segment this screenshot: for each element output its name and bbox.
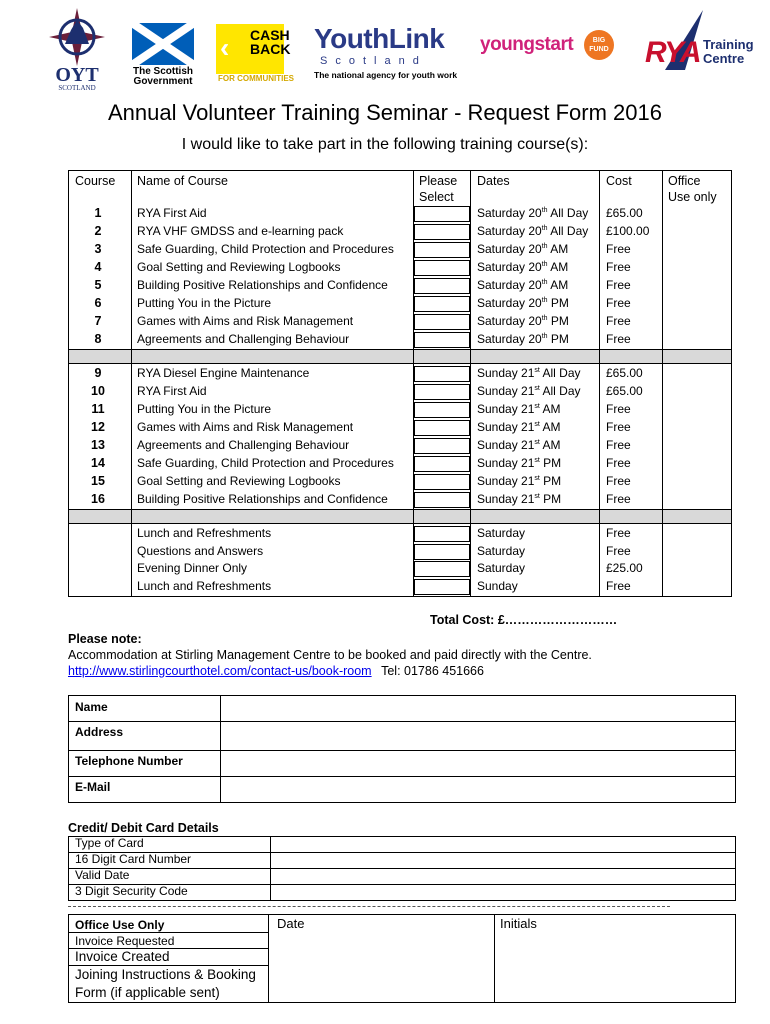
date-ordinal: st [534,367,540,374]
course-number: 8 [94,332,102,346]
course-date [477,400,561,418]
course-cost: Free [606,314,631,328]
course-date [477,330,569,348]
date-ordinal: th [541,243,548,250]
course-name: Evening Dinner Only [137,561,248,576]
date-day: Sunday 21 [477,402,535,416]
note-text: Accommodation at Stirling Management Centre to be booked and paid directly with the Centre. [68,648,592,662]
date-day: Sunday 21 [477,456,535,470]
cashback-line1: CASH [250,27,290,43]
date-day: Saturday [477,543,526,558]
header-office-2: Use only [668,190,717,204]
course-date [477,276,568,294]
date-time: PM [539,492,562,506]
office-heading: Office Use Only [75,918,165,932]
course-name: RYA VHF GMDSS and e-learning pack [137,224,344,238]
date-time: All Day [547,224,589,238]
telephone-field[interactable] [222,752,733,774]
course-name: Safe Guarding, Child Protection and Procedures [137,456,394,470]
telephone-text: Tel: 01786 451666 [381,664,484,678]
course-name: Agreements and Challenging Behaviour [137,332,350,346]
course-number: 4 [94,260,102,274]
course-number: 9 [94,366,102,380]
date-ordinal: st [534,385,540,392]
card-valid-field[interactable] [272,869,734,883]
select-checkbox[interactable] [414,456,470,472]
date-day: Saturday 20 [477,206,542,220]
card-cvv-label: 3 Digit Security Code [75,884,188,898]
date-ordinal: th [541,207,548,214]
date-day: Sunday 21 [477,420,535,434]
email-field[interactable] [222,778,733,800]
youngstart-logo [480,34,609,56]
course-cost: Free [606,456,631,470]
youthlink-tagline: The national agency for youth work [314,70,458,80]
course-cost: Free [606,402,631,416]
date-time: All Day [547,206,589,220]
course-date [477,382,581,400]
course-number: 1 [94,206,102,220]
course-cost: Free [606,526,631,540]
booking-link[interactable]: http://www.stirlingcourthotel.com/contact-us/book-room [68,664,372,678]
course-name: Games with Aims and Risk Management [137,314,354,328]
date-time: PM [547,314,569,328]
course-number: 6 [94,296,102,310]
scotgov-line2: Government [133,76,193,87]
course-cost: £100.00 [606,224,650,238]
course-date [477,559,525,577]
separator-row [68,349,731,363]
address-label: Address [75,725,124,739]
date-day: Saturday 20 [477,260,542,274]
select-checkbox[interactable] [414,402,470,418]
scotgov-line1: The Scottish [132,66,193,77]
date-day: Saturday 20 [477,296,542,310]
date-time: AM [547,260,569,274]
course-name: Lunch and Refreshments [137,526,272,540]
select-checkbox[interactable] [414,526,470,542]
date-ordinal: th [541,261,548,268]
date-day: Sunday 21 [477,492,535,506]
header-select-1: Please [419,174,458,188]
email-label: E-Mail [75,780,111,794]
date-ordinal: th [541,297,548,304]
rya-line1: Training [703,37,754,52]
course-number: 10 [91,384,105,398]
select-checkbox[interactable] [414,242,470,258]
card-number-field[interactable] [272,853,734,867]
scottish-government-logo [128,23,198,87]
select-checkbox[interactable] [414,420,470,436]
course-number: 16 [91,492,105,506]
office-initials-label: Initials [500,916,537,931]
youngstart-name: youngstart [480,34,574,55]
course-number: 3 [94,242,102,256]
youthlink-region: Scotland [320,55,427,67]
date-time: PM [547,296,569,310]
bigfund-line2: FUND [589,46,609,53]
select-checkbox[interactable] [414,474,470,490]
date-day: Saturday 20 [477,278,542,292]
course-name: Agreements and Challenging Behaviour [137,438,350,452]
course-name: Questions and Answers [137,543,264,558]
date-ordinal: st [534,421,540,428]
course-cost: Free [606,438,631,452]
course-cost: Free [606,242,631,256]
address-field[interactable] [222,723,733,748]
course-name: RYA Diesel Engine Maintenance [137,366,310,380]
card-type-label: Type of Card [75,836,144,850]
course-number: 12 [91,420,105,434]
course-cost: Free [606,578,631,593]
date-time: PM [539,474,562,488]
course-date [477,577,518,595]
course-date [477,258,568,276]
course-cost: £65.00 [606,206,643,220]
name-label: Name [75,700,108,714]
date-day: Saturday 20 [477,242,542,256]
course-date [477,490,561,508]
card-cvv-field[interactable] [272,885,734,899]
chevron-left-icon: ‹ [220,32,230,63]
course-cost: £65.00 [606,384,643,398]
course-name: Lunch and Refreshments [137,578,272,593]
date-day: Sunday [477,578,518,593]
select-checkbox[interactable] [414,278,470,294]
telephone-label: Telephone Number [75,754,183,768]
course-cost: £25.00 [606,561,643,576]
youthlink-main: YouthLink [314,23,445,54]
date-time: AM [539,420,561,434]
course-date [477,364,581,382]
card-heading: Credit/ Debit Card Details [68,821,219,835]
course-cost: Free [606,278,631,292]
date-ordinal: st [534,439,540,446]
select-checkbox[interactable] [414,332,470,348]
select-checkbox[interactable] [414,314,470,330]
booking-form-label: Form (if applicable sent) [75,985,220,1000]
header-course: Course [75,174,116,188]
cashback-line2: BACK [250,41,291,57]
select-checkbox[interactable] [414,561,470,577]
date-ordinal: th [541,315,548,322]
date-day: Sunday 21 [477,384,535,398]
course-number: 5 [94,278,102,292]
course-date [477,294,569,312]
note-heading: Please note: [68,632,142,646]
invoice-requested-label: Invoice Requested [75,934,175,948]
date-ordinal: st [534,475,540,482]
office-date-label: Date [277,916,305,931]
course-number: 7 [94,314,102,328]
date-ordinal: st [534,457,540,464]
course-date [477,524,525,542]
course-date [477,454,561,472]
select-checkbox[interactable] [414,366,470,382]
course-name: Putting You in the Picture [137,402,272,416]
select-checkbox[interactable] [414,438,470,454]
date-time: PM [539,456,562,470]
card-type-field[interactable] [272,837,734,851]
date-day: Saturday 20 [477,224,542,238]
header-cost: Cost [606,174,632,188]
name-field[interactable] [222,697,733,719]
date-day: Saturday 20 [477,314,542,328]
course-name: Building Positive Relationships and Confidence [137,278,388,292]
course-date [477,312,569,330]
big-fund-badge [584,30,614,60]
select-checkbox[interactable] [414,544,470,560]
date-time: AM [547,278,569,292]
date-day: Sunday 21 [477,366,535,380]
rya-training-centre-logo [645,8,760,78]
date-time: AM [547,242,569,256]
date-ordinal: th [541,225,548,232]
course-date [477,542,525,560]
course-date [477,472,561,490]
course-date [477,418,561,436]
course-cost: Free [606,543,631,558]
course-number: 13 [91,438,105,452]
cut-line [68,906,670,907]
date-time: All Day [539,384,581,398]
rya-line2: Centre [703,51,745,66]
page-title: Annual Volunteer Training Seminar - Request Form 2016 [108,100,662,125]
oyt-name: OYT [55,64,99,86]
course-date [477,204,588,222]
course-name: Putting You in the Picture [137,296,272,310]
rya-name: RYA [645,36,700,69]
date-time: PM [547,332,569,346]
header-office-1: Office [668,174,701,188]
select-checkbox[interactable] [414,384,470,400]
course-name: Goal Setting and Reviewing Logbooks [137,260,341,274]
date-ordinal: st [534,493,540,500]
header-select-2: Select [419,190,454,204]
date-ordinal: th [541,333,548,340]
select-checkbox[interactable] [414,296,470,312]
select-checkbox[interactable] [414,492,470,508]
course-cost: Free [606,332,631,346]
oyt-logo [35,6,119,92]
course-cost: Free [606,420,631,434]
date-day: Saturday [477,526,526,540]
course-date [477,222,588,240]
bigfund-line1: BIG [592,37,606,44]
course-number: 2 [94,224,102,238]
select-checkbox[interactable] [414,579,470,595]
course-cost: £65.00 [606,366,643,380]
course-name: Games with Aims and Risk Management [137,420,354,434]
joining-instructions-label: Joining Instructions & Booking [75,967,256,982]
date-day: Sunday 21 [477,438,535,452]
date-time: AM [539,438,561,452]
page-subtitle: I would like to take part in the following training course(s): [181,136,589,153]
course-cost: Free [606,260,631,274]
course-name: Building Positive Relationships and Confidence [137,492,388,506]
date-time: AM [539,402,561,416]
course-cost: Free [606,492,631,506]
card-number-label: 16 Digit Card Number [75,852,192,866]
select-checkbox[interactable] [414,224,470,240]
course-cost: Free [606,296,631,310]
date-time: All Day [539,366,581,380]
course-date [477,240,568,258]
separator-row [68,509,731,523]
course-name: RYA First Aid [137,206,207,220]
date-day: Saturday [477,561,526,576]
course-cost: Free [606,474,631,488]
date-day: Sunday 21 [477,474,535,488]
cashback-sub: FOR COMMUNITIES [218,74,294,83]
header-dates: Dates [477,174,510,188]
total-cost: Total Cost: £……………………… [430,613,618,627]
oyt-compass-icon [35,6,119,68]
saltire-flag-icon [132,23,194,65]
select-checkbox[interactable] [414,206,470,222]
course-date [477,436,561,454]
youthlink-logo [314,24,464,81]
date-ordinal: th [541,279,548,286]
cashback-logo [216,24,294,84]
course-name: RYA First Aid [137,384,207,398]
header-name: Name of Course [137,174,229,188]
date-ordinal: st [534,403,540,410]
date-day: Saturday 20 [477,332,542,346]
invoice-created-label: Invoice Created [75,949,170,964]
oyt-region: SCOTLAND [58,84,96,92]
course-number: 15 [91,474,105,488]
select-checkbox[interactable] [414,260,470,276]
card-valid-label: Valid Date [75,868,130,882]
course-number: 11 [91,402,105,416]
course-name: Goal Setting and Reviewing Logbooks [137,474,341,488]
course-number: 14 [91,456,105,470]
course-name: Safe Guarding, Child Protection and Procedures [137,242,394,256]
